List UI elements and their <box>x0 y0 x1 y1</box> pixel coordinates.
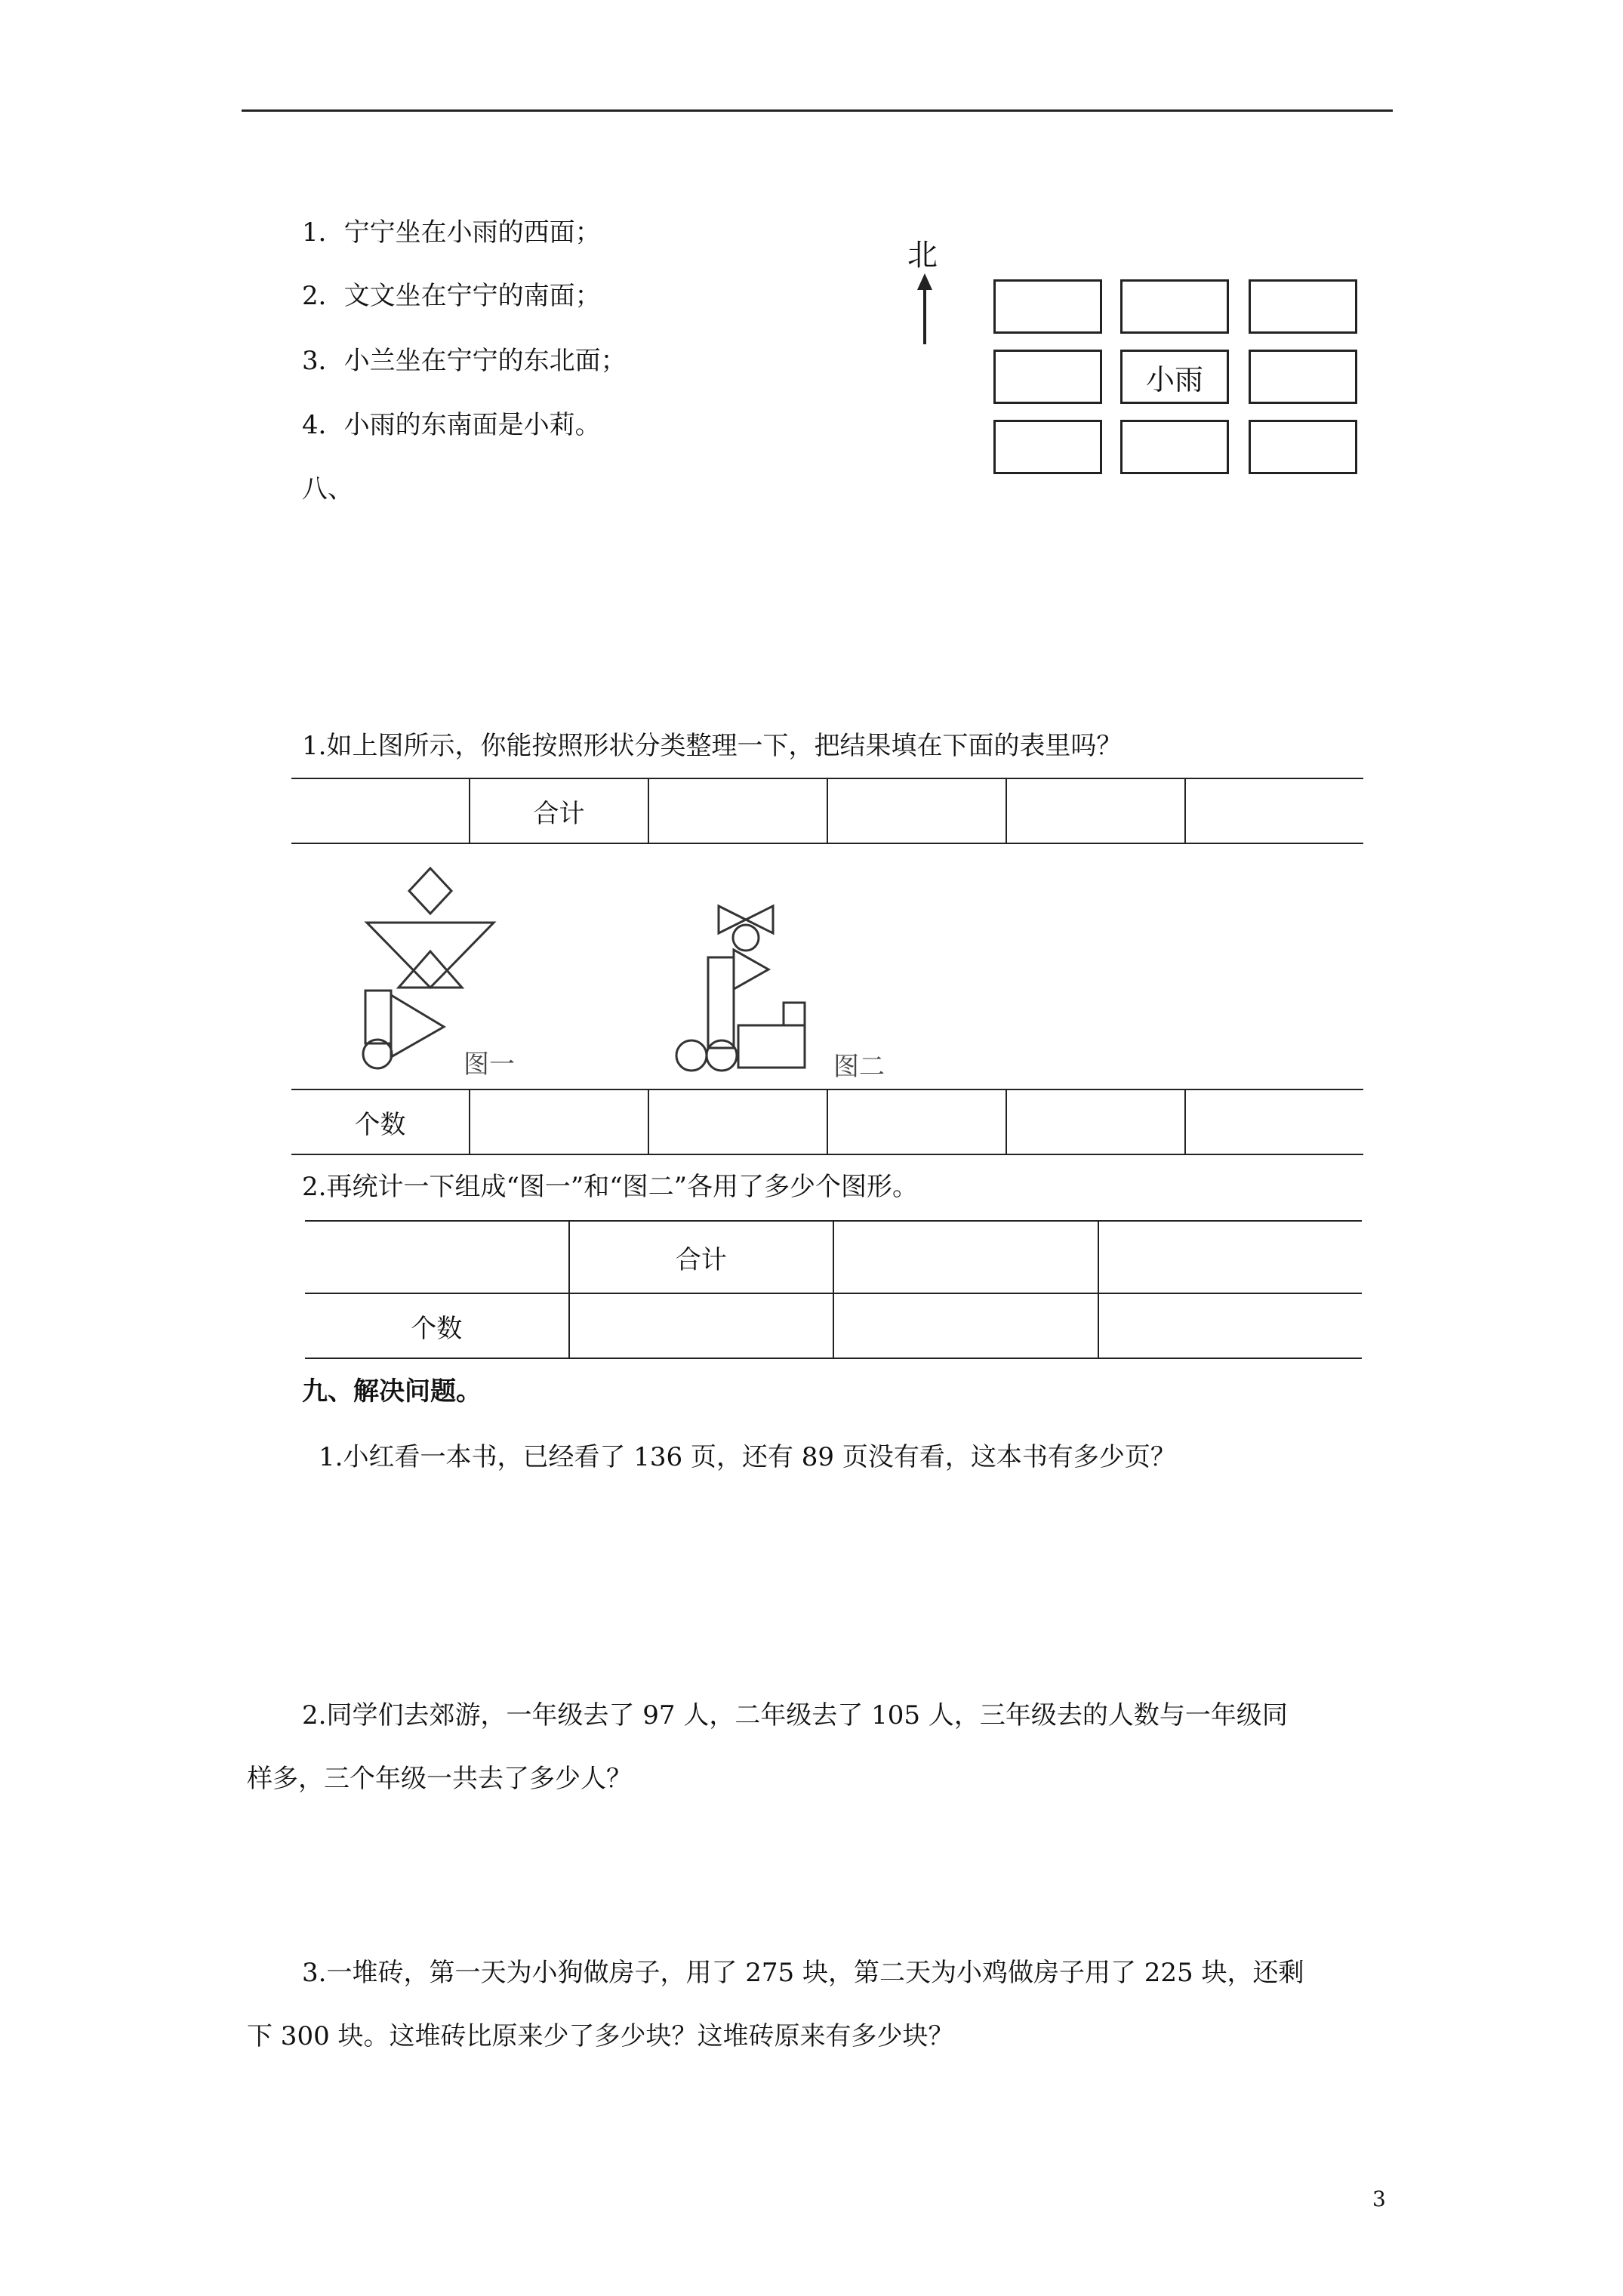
table2-cell <box>305 1221 569 1293</box>
table2-count-label: 个数 <box>305 1293 569 1358</box>
q7-item-1: 1．宁宁坐在小雨的西面； <box>302 217 601 248</box>
q8-heading: 八、 <box>302 474 353 504</box>
table1-cell <box>827 1089 1006 1154</box>
table2-cell <box>833 1293 1098 1358</box>
table1-count-label: 个数 <box>291 1089 470 1154</box>
header-rule <box>242 109 1393 112</box>
table1-cell <box>470 1089 648 1154</box>
table1-cell <box>1185 778 1363 843</box>
q9-problem-2-line1: 2.同学们去郊游，一年级去了 97 人，二年级去了 105 人，三年级去的人数与一年级同 <box>302 1700 1288 1730</box>
figure-one-shapes <box>355 861 521 1080</box>
table2-cell <box>1098 1221 1362 1293</box>
figure-two-caption: 图二 <box>833 1052 885 1082</box>
q9-problem-2-line2: 样多，三个年级一共去了多少人？ <box>247 1764 632 1794</box>
q9-problem-3-line1: 3.一堆砖，第一天为小狗做房子，用了 275 块，第二天为小鸡做房子用了 225 块，还剩 <box>302 1958 1304 1988</box>
table1-cell <box>1006 1089 1185 1154</box>
table2-cell <box>833 1221 1098 1293</box>
q8-question-2: 2.再统计一下组成“图一”和“图二”各用了多少个图形。 <box>302 1172 918 1202</box>
seat-r3c2 <box>1120 420 1229 474</box>
q7-item-4: 4．小雨的东南面是小莉。 <box>302 410 601 440</box>
north-arrow-icon <box>913 273 936 346</box>
table1-cell <box>291 778 470 843</box>
q9-problem-1: 1.小红看一本书，已经看了 136 页，还有 89 页没有看，这本书有多少页？ <box>319 1442 1176 1472</box>
table2 <box>305 1220 1362 1359</box>
table1-cell <box>827 778 1006 843</box>
table2-cell <box>569 1293 834 1358</box>
figure-two-shapes <box>669 898 842 1080</box>
table1-total-header: 合计 <box>470 778 648 843</box>
figure-one-caption: 图一 <box>463 1049 515 1080</box>
seat-r3c1 <box>993 420 1102 474</box>
q7-item-2: 2．文文坐在宁宁的南面； <box>302 281 601 311</box>
q8-question-1: 1.如上图所示，你能按照形状分类整理一下，把结果填在下面的表里吗？ <box>302 731 1123 761</box>
seat-xiaoyu: 小雨 <box>1120 350 1229 404</box>
seat-r1c1 <box>993 279 1102 334</box>
table1-row2 <box>291 1089 1363 1155</box>
table1-cell <box>1185 1089 1363 1154</box>
q7-item-3: 3．小兰坐在宁宁的东北面； <box>302 346 627 376</box>
page-number: 3 <box>1372 2187 1386 2211</box>
table1-cell <box>648 778 827 843</box>
q9-heading: 九、解决问题。 <box>302 1376 482 1407</box>
seat-r3c3 <box>1249 420 1357 474</box>
table1-row1 <box>291 778 1363 844</box>
seat-r1c3 <box>1249 279 1357 334</box>
q9-problem-3-line2: 下 300 块。这堆砖比原来少了多少块？这堆砖原来有多少块？ <box>247 2021 954 2051</box>
table1-cell <box>1006 778 1185 843</box>
north-label: 北 <box>907 238 938 273</box>
seat-r2c3 <box>1249 350 1357 404</box>
seat-r2c1 <box>993 350 1102 404</box>
table1-cell <box>648 1089 827 1154</box>
table2-cell <box>1098 1293 1362 1358</box>
seat-r1c2 <box>1120 279 1229 334</box>
table2-total-header: 合计 <box>569 1221 834 1293</box>
